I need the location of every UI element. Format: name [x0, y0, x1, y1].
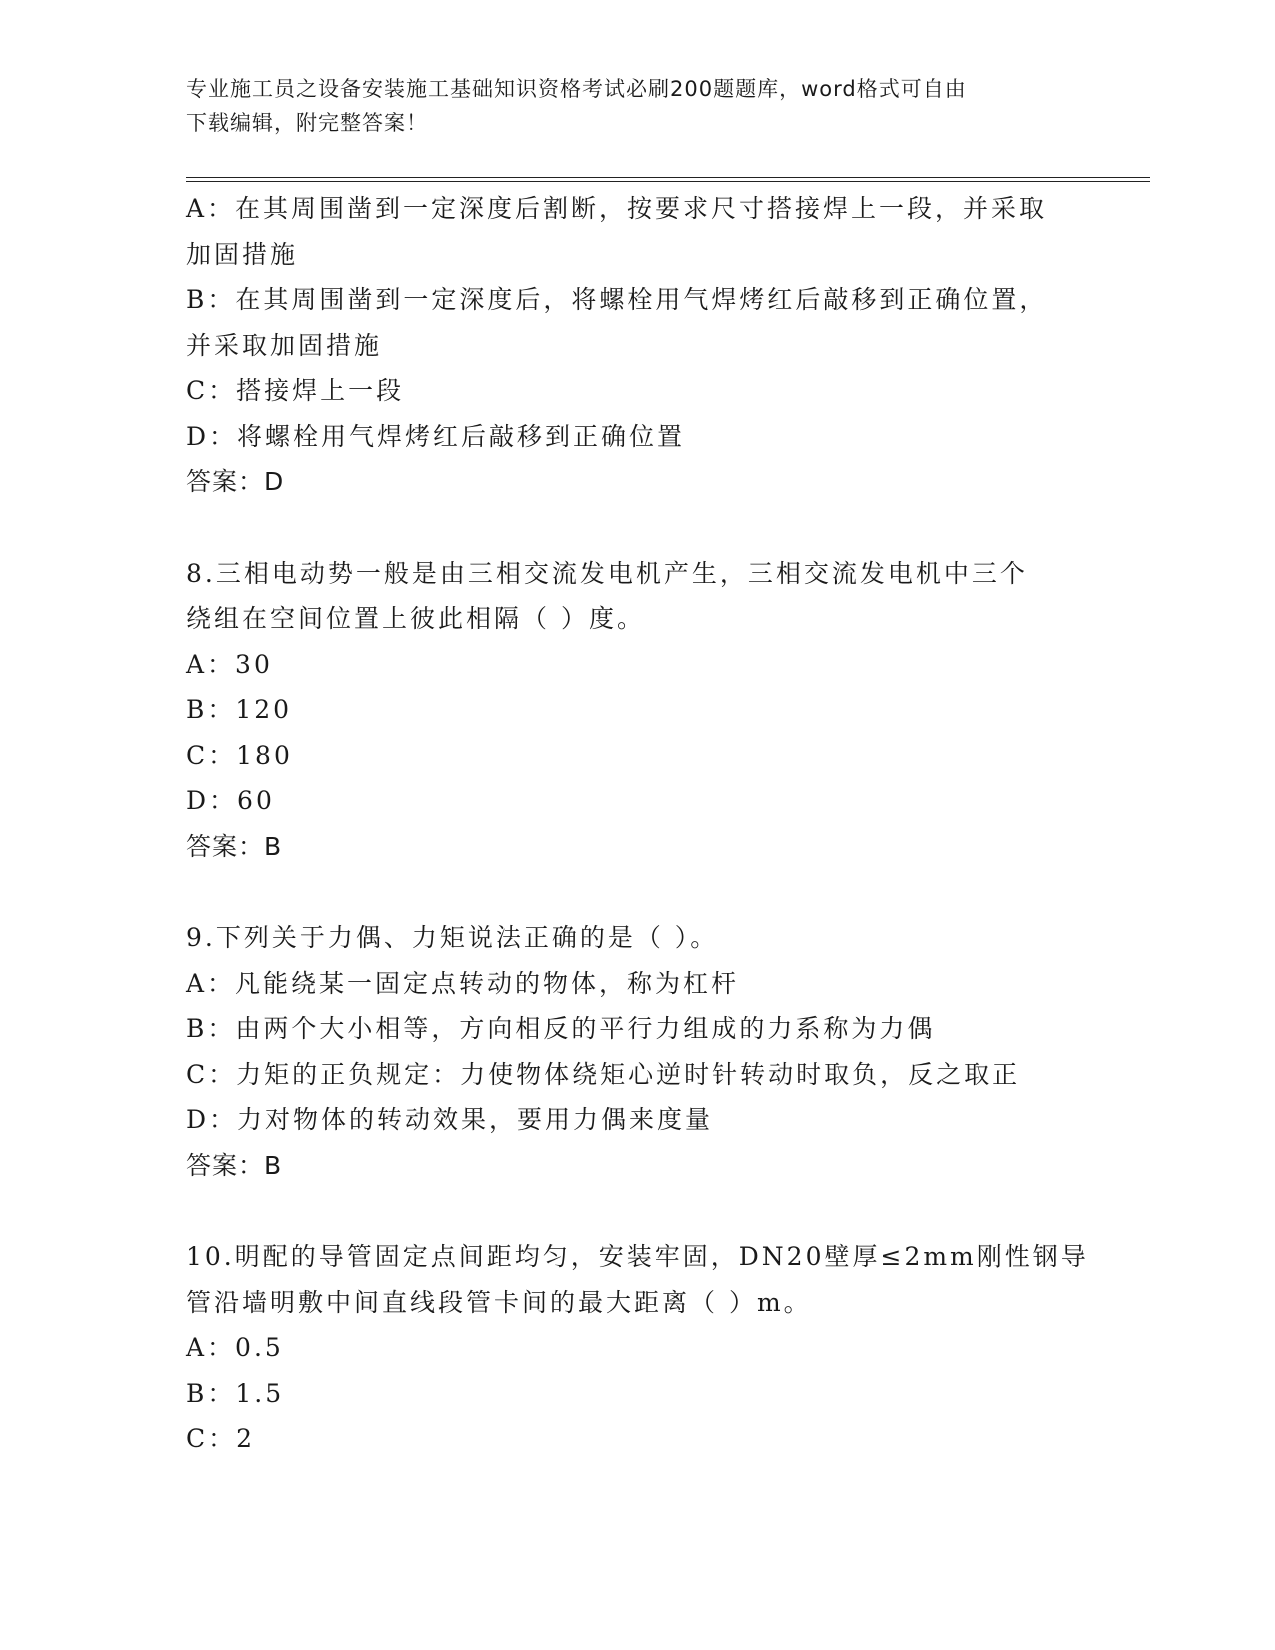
question-stem-line-1: 8.三相电动势一般是由三相交流发电机产生，三相交流发电机中三个 — [186, 558, 1028, 588]
header-rule-bottom — [186, 181, 1150, 182]
header-rule-top — [186, 177, 1150, 178]
option-a: A：30 — [186, 649, 273, 679]
question-9 — [186, 915, 1116, 1188]
option-b-line-1: B：在其周围凿到一定深度后，将螺栓用气焊烤红后敲移到正确位置， — [186, 285, 1048, 314]
page-header — [186, 72, 1086, 140]
option-a: A：0.5 — [186, 1333, 284, 1362]
question-stem: 9.下列关于力偶、力矩说法正确的是（ ）。 — [186, 923, 719, 952]
option-d: D：力对物体的转动效果，要用力偶来度量 — [186, 1105, 714, 1134]
spacer — [186, 1188, 1116, 1234]
question-8 — [186, 551, 1116, 870]
option-c: C：2 — [186, 1424, 256, 1453]
header-title-line-1: 专业施工员之设备安装施工基础知识资格考试必刷200题题库，word格式可自由 — [186, 77, 967, 101]
option-b: B：由两个大小相等，方向相反的平行力组成的力系称为力偶 — [186, 1014, 936, 1043]
question-10 — [186, 1234, 1116, 1462]
option-c: C：搭接焊上一段 — [186, 376, 405, 405]
header-title-line-2: 下载编辑，附完整答案！ — [186, 111, 428, 135]
question-content — [186, 186, 1116, 1462]
option-b: B：120 — [186, 695, 293, 724]
answer-label: 答案：B — [186, 1150, 283, 1180]
option-a: A：凡能绕某一固定点转动的物体，称为杠杆 — [186, 968, 740, 998]
question-stem-line-1: 10.明配的导管固定点间距均匀，安装牢固，DN20壁厚≤2mm刚性钢导 — [186, 1242, 1089, 1271]
option-c: C：180 — [186, 740, 293, 770]
option-d: D：60 — [186, 786, 275, 815]
spacer — [186, 505, 1116, 551]
question-7 — [186, 186, 1116, 505]
option-b-line-2: 并采取加固措施 — [186, 330, 383, 360]
option-a-line-1: A：在其周围凿到一定深度后割断，按要求尺寸搭接焊上一段，并采取 — [186, 194, 1048, 223]
question-stem-line-2: 绕组在空间位置上彼此相隔（ ）度。 — [186, 604, 645, 633]
answer-label: 答案：D — [186, 467, 285, 496]
option-b: B：1.5 — [186, 1378, 285, 1408]
option-d: D：将螺栓用气焊烤红后敲移到正确位置 — [186, 421, 686, 451]
option-c: C：力矩的正负规定：力使物体绕矩心逆时针转动时取负，反之取正 — [186, 1059, 1021, 1089]
question-stem-line-2: 管沿墙明敷中间直线段管卡间的最大距离（ ）m。 — [186, 1287, 812, 1317]
spacer — [186, 869, 1116, 915]
answer-label: 答案：B — [186, 831, 283, 861]
option-a-line-2: 加固措施 — [186, 239, 299, 269]
